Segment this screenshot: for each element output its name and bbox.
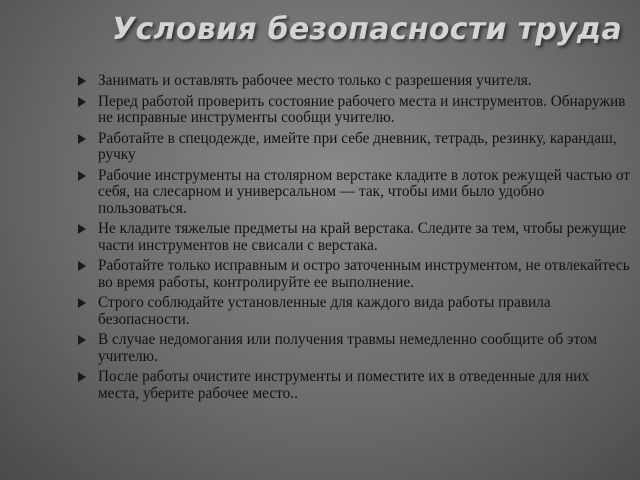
bullet-text: Не кладите тяжелые предметы на край верстака. Следите за тем, чтобы режущие части инструментов не свисали с верстака. bbox=[98, 220, 627, 254]
bullet-item bbox=[78, 168, 634, 218]
bullet-item bbox=[78, 221, 634, 254]
triangle-bullet-icon bbox=[78, 261, 86, 271]
bullet-item bbox=[78, 94, 634, 127]
triangle-bullet-icon bbox=[78, 134, 86, 144]
bullet-text: Работайте только исправным и остро заточенным инструментом, не отвлекайтесь во время работы, контролируйте ее выполнение. bbox=[98, 257, 630, 291]
bullet-item bbox=[78, 295, 634, 328]
bullet-item bbox=[78, 73, 634, 90]
bullet-item bbox=[78, 258, 634, 291]
triangle-bullet-icon bbox=[78, 171, 86, 181]
bullet-item bbox=[78, 369, 634, 402]
bullet-text: Рабочие инструменты на столярном верстаке кладите в лоток режущей частью от себя, на слесарном и универсальном — так, чтобы ими было удобно пользоваться. bbox=[98, 166, 630, 217]
bullet-text: Занимать и оставлять рабочее место только с разрешения учителя. bbox=[98, 72, 532, 89]
bullet-text: Строго соблюдайте установленные для каждого вида работы правила безопасности. bbox=[98, 294, 551, 328]
bullet-text: Работайте в спецодежде, имейте при себе дневник, тетрадь, резинку, карандаш, ручку bbox=[98, 129, 617, 163]
triangle-bullet-icon bbox=[78, 76, 86, 86]
triangle-bullet-icon bbox=[78, 372, 86, 382]
triangle-bullet-icon bbox=[78, 335, 86, 345]
bullet-text: В случае недомогания или получения травмы немедленно сообщите об этом учителю. bbox=[98, 331, 598, 365]
triangle-bullet-icon bbox=[78, 97, 86, 107]
triangle-bullet-icon bbox=[78, 298, 86, 308]
bullet-text: После работы очистите инструменты и поместите их в отведенные для них места, уберите рабочее место.. bbox=[98, 368, 590, 402]
triangle-bullet-icon bbox=[78, 224, 86, 234]
bullet-text: Перед работой проверить состояние рабочего места и инструментов. Обнаружив не исправные инструменты сообщи учителю. bbox=[98, 92, 626, 126]
slide-title: Условия безопасности труда bbox=[112, 12, 622, 47]
bullet-item bbox=[78, 131, 634, 164]
bullet-item bbox=[78, 332, 634, 365]
bullet-list bbox=[78, 73, 634, 406]
